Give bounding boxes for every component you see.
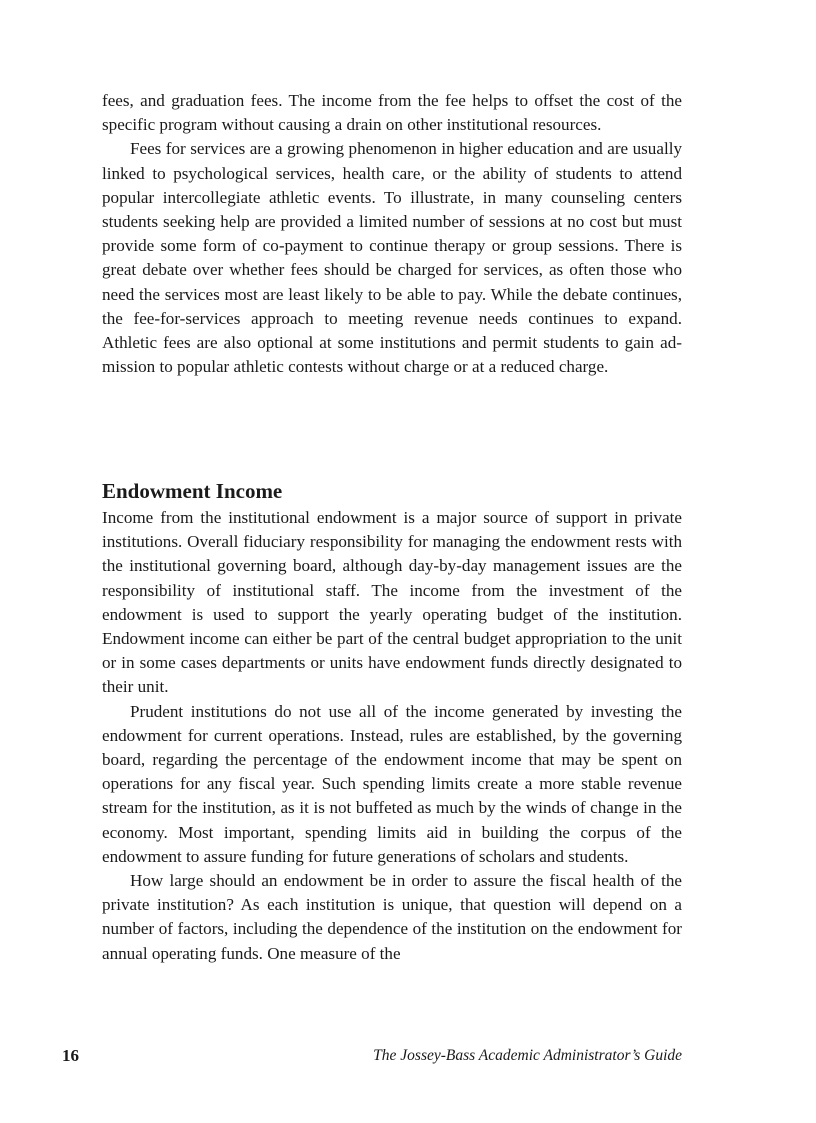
paragraph-endowment-intro: Income from the institutional endowment is a major source of support in private institutions. Overall fiduciary responsibility for managing the endowment rests with the institutional governing board, although day-by-day management issues are the responsibility of institutional staff. The income from the investment of the endowment is used to support the yearly operating budget of the institution. Endowment income can either be part of the central budget appropriation to the unit or in some cases departments or units have endowment funds directly designated to their unit. [102,508,682,697]
paragraph-endowment-size: How large should an endowment be in order to assure the fiscal health of the private institution? As each institution is unique, that question will depend on a number of factors, including the dependence of the institution on the endowment for annual operating funds. One measure of the [102,871,682,963]
body-text-top [102,89,682,379]
body-text-endowment [102,506,682,966]
paragraph-prudent-institutions: Prudent institutions do not use all of the income generated by investing the endowment for current operations. Instead, rules are established, by the governing board, regarding the percentage of the endowment income that may be spent on operations for any fiscal year. Such spending limits create a more stable revenue stream for the institution, as it is not buffeted as much by the winds of change in the economy. Most important, spending limits aid in building the corpus of the endowment to assure funding for future generations of scholars and students. [102,701,682,866]
paragraph-fees-for-services: Fees for services are a growing phenomenon in higher education and are usually linked to psychological services, health care, or the ability of students to attend popular intercollegiate athletic events. To illustrate, in many counseling centers students seeking help are provided a limited number of sessions at no cost but must provide some form of co-payment to continue therapy or group sessions. There is great debate over whether fees should be charged for services, as often those who need the services most are least likely to be able to pay. While the debate continues, the fee-for-services approach to meeting revenue needs continues to expand. Athletic fees are also optional at some institutions and permit students to gain admission to popular athletic contests without charge or at a reduced charge. [102,139,682,377]
running-footer-title: The Jossey-Bass Academic Administrator’s Guide [373,1047,682,1064]
paragraph-continued: fees, and graduation fees. The income from the fee helps to offset the cost of the specific program without causing a drain on other institutional resources. [102,91,682,135]
section-heading: Endowment Income [102,479,283,503]
page-number: 16 [62,1046,79,1065]
